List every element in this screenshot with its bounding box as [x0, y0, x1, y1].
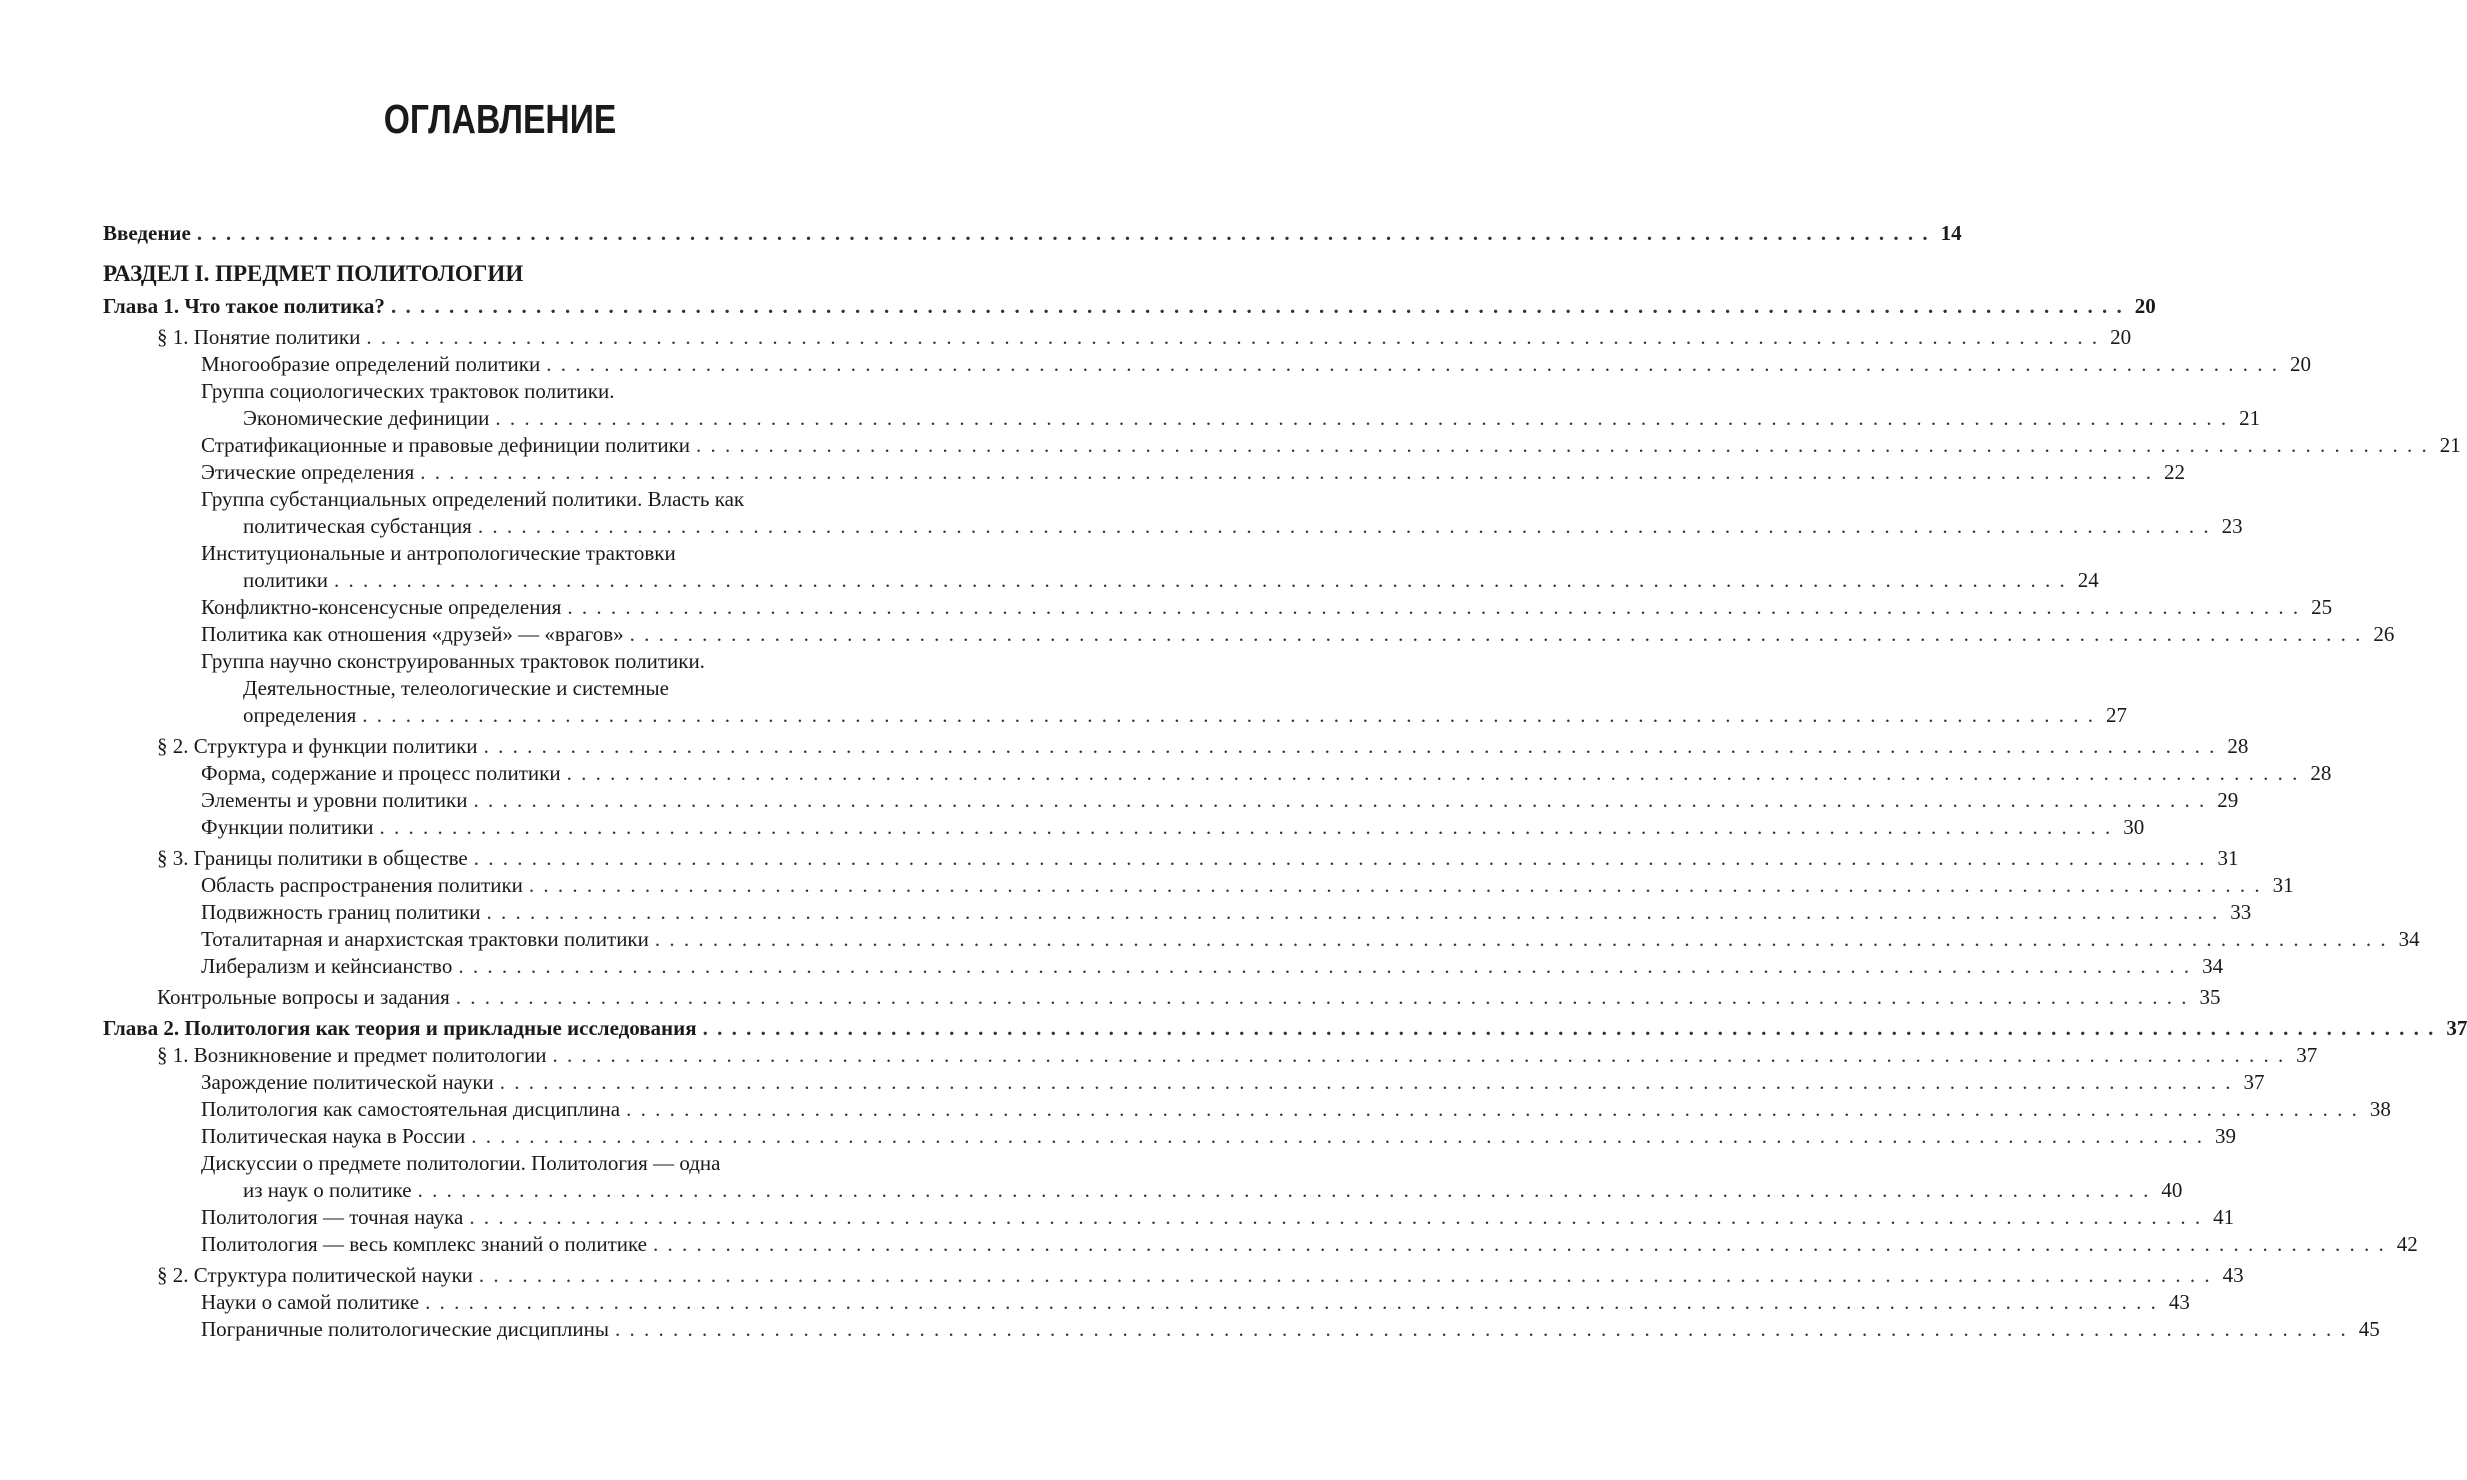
toc-entry-label: Элементы и уровни политики — [201, 788, 468, 812]
toc-subentry[interactable] — [103, 1096, 2391, 1123]
toc-entry-label: из наук о политике — [243, 1178, 412, 1202]
toc-subentry[interactable] — [103, 432, 2461, 459]
toc-entry-label: Область распространения политики — [201, 873, 523, 897]
toc-page-number: 38 — [2369, 1097, 2391, 1121]
toc-entry-label: Политология как самостоятельная дисциплина — [201, 1097, 621, 1121]
toc-entry-label: политики — [243, 568, 329, 592]
toc-subentry[interactable] — [103, 1069, 2265, 1096]
toc-entry-label: § 2. Структура политической науки — [157, 1263, 473, 1287]
toc-subentry[interactable] — [103, 702, 2127, 729]
toc-subentry[interactable] — [103, 621, 2395, 648]
toc-entry-label: Стратификационные и правовые дефиниции политики — [201, 433, 691, 457]
dot-leader: . . . . . . . . . . . . . . . . . . . . . . . . . . . . . . . . . . . . . . . . . . . . . . . . . . . . . . . . . . . . . . . . . . . . . . . . . . . . . . . . . . . . . . . . . . . . . . . . . . . . . . . . . . . . . . . . . . . . . . . . — [652, 1232, 2386, 1256]
toc-entry-label: Политология — весь комплекс знаний о политике — [201, 1232, 647, 1256]
dot-leader: . . . . . . . . . . . . . . . . . . . . . . . . . . . . . . . . . . . . . . . . . . . . . . . . . . . . . . . . . . . . . . . . . . . . . . . . . . . . . . . . . . . . . . . . . . . . . . . . . . . . . . . . . . . . . . . . . . . . . . . . — [379, 815, 2113, 839]
toc-page-number: 22 — [2164, 460, 2185, 484]
toc-page-number: 20 — [2134, 294, 2156, 318]
toc-entry-label: Этические определения — [201, 460, 415, 484]
dot-leader: . . . . . . . . . . . . . . . . . . . . . . . . . . . . . . . . . . . . . . . . . . . . . . . . . . . . . . . . . . . . . . . . . . . . . . . . . . . . . . . . . . . . . . . . . . . . . . . . . . . . . . . . . . . . . . . . . . . . . . . . — [471, 1124, 2205, 1148]
toc-entry-label: Глава 1. Что такое политика? — [103, 294, 385, 318]
toc-subentry[interactable] — [103, 459, 2185, 486]
toc-entry-label: § 1. Понятие политики — [157, 325, 361, 349]
dot-leader: . . . . . . . . . . . . . . . . . . . . . . . . . . . . . . . . . . . . . . . . . . . . . . . . . . . . . . . . . . . . . . . . . . . . . . . . . . . . . . . . . . . . . . . . . . . . . . . . . . . . . . . . . . . . . . . . . . . . . . . . — [196, 221, 1930, 245]
toc-entry-label: Глава 2. Политология как теория и прикладные исследования — [103, 1016, 697, 1040]
toc-paragraph[interactable] — [103, 324, 2132, 351]
toc-subentry[interactable] — [103, 1231, 2418, 1258]
toc-subentry[interactable] — [103, 351, 2311, 378]
toc-page-number: 43 — [2168, 1290, 2190, 1314]
toc-page-number: 45 — [2358, 1317, 2380, 1341]
dot-leader: . . . . . . . . . . . . . . . . . . . . . . . . . . . . . . . . . . . . . . . . . . . . . . . . . . . . . . . . . . . . . . . . . . . . . . . . . . . . . . . . . . . . . . . . . . . . . . . . . . . . . . . . . . . . . . . . . . . . . . . . — [458, 954, 2192, 978]
toc-subentry[interactable] — [103, 760, 2332, 787]
dot-leader: . . . . . . . . . . . . . . . . . . . . . . . . . . . . . . . . . . . . . . . . . . . . . . . . . . . . . . . . . . . . . . . . . . . . . . . . . . . . . . . . . . . . . . . . . . . . . . . . . . . . . . . . . . . . . . . . . . . . . . . . — [567, 595, 2301, 619]
dot-leader: . . . . . . . . . . . . . . . . . . . . . . . . . . . . . . . . . . . . . . . . . . . . . . . . . . . . . . . . . . . . . . . . . . . . . . . . . . . . . . . . . . . . . . . . . . . . . . . . . . . . . . . . . . . . . . . . . . . . . . . . — [629, 622, 2363, 646]
toc-subentry[interactable] — [103, 1177, 2183, 1204]
toc-subentry-line[interactable]: Дискуссии о предмете политологии. Политология — одна — [201, 1151, 721, 1175]
toc-entry-introduction[interactable] — [103, 220, 1962, 247]
dot-leader: . . . . . . . . . . . . . . . . . . . . . . . . . . . . . . . . . . . . . . . . . . . . . . . . . . . . . . . . . . . . . . . . . . . . . . . . . . . . . . . . . . . . . . . . . . . . . . . . . . . . . . . . . . . . . . . . . . . . . . . . — [566, 761, 2300, 785]
toc-subentry[interactable] — [103, 1316, 2380, 1343]
toc-entry-label: Функции политики — [201, 815, 374, 839]
toc-entry-label: Подвижность границ политики — [201, 900, 481, 924]
dot-leader: . . . . . . . . . . . . . . . . . . . . . . . . . . . . . . . . . . . . . . . . . . . . . . . . . . . . . . . . . . . . . . . . . . . . . . . . . . . . . . . . . . . . . . . . . . . . . . . . . . . . . . . . . . . . . . . . . . . . . . . . — [546, 352, 2279, 376]
toc-page-number: 33 — [2230, 900, 2252, 924]
toc-entry-label: определения — [243, 703, 357, 727]
dot-leader: . . . . . . . . . . . . . . . . . . . . . . . . . . . . . . . . . . . . . . . . . . . . . . . . . . . . . . . . . . . . . . . . . . . . . . . . . . . . . . . . . . . . . . . . . . . . . . . . . . . . . . . . . . . . . . . . . . . . . . . . — [528, 873, 2262, 897]
toc-paragraph[interactable] — [103, 845, 2239, 872]
toc-page-number: 14 — [1940, 221, 1962, 245]
toc-subentry[interactable] — [103, 567, 2099, 594]
table-of-contents — [103, 220, 2467, 1343]
toc-subentry[interactable] — [103, 787, 2239, 814]
dot-leader: . . . . . . . . . . . . . . . . . . . . . . . . . . . . . . . . . . . . . . . . . . . . . . . . . . . . . . . . . . . . . . . . . . . . . . . . . . . . . . . . . . . . . . . . . . . . . . . . . . . . . . . . . . . . . . . . . . . . . . . . — [495, 406, 2229, 430]
toc-entry-label: Политология — точная наука — [201, 1205, 464, 1229]
toc-entry-label: Тоталитарная и анархистская трактовки политики — [201, 927, 649, 951]
toc-subentry[interactable] — [103, 814, 2145, 841]
dot-leader: . . . . . . . . . . . . . . . . . . . . . . . . . . . . . . . . . . . . . . . . . . . . . . . . . . . . . . . . . . . . . . . . . . . . . . . . . . . . . . . . . . . . . . . . . . . . . . . . . . . . . . . . . . . . . . . . . . . . . . . . — [552, 1043, 2286, 1067]
toc-subentry-line[interactable]: Деятельностные, телеологические и системные — [243, 676, 669, 700]
toc-page-number: 29 — [2217, 788, 2239, 812]
toc-subentry[interactable] — [103, 1123, 2237, 1150]
toc-entry-label: § 2. Структура и функции политики — [157, 734, 478, 758]
toc-subentry-line[interactable]: Группа социологических трактовок политики. — [201, 379, 615, 403]
toc-page-number: 39 — [2215, 1124, 2237, 1148]
toc-page-number: 42 — [2396, 1232, 2418, 1256]
toc-subentry-line[interactable]: Институциональные и антропологические трактовки — [201, 541, 676, 565]
dot-leader: . . . . . . . . . . . . . . . . . . . . . . . . . . . . . . . . . . . . . . . . . . . . . . . . . . . . . . . . . . . . . . . . . . . . . . . . . . . . . . . . . . . . . . . . . . . . . . . . . . . . . . . . . . . . . . . . . . . . . . . . — [366, 325, 2100, 349]
toc-page-number: 23 — [2221, 514, 2243, 538]
toc-entry-label: Зарождение политической науки — [201, 1070, 494, 1094]
toc-page-number: 37 — [2243, 1070, 2265, 1094]
toc-entry-label: Введение — [103, 221, 191, 245]
toc-subentry-line[interactable]: Группа научно сконструированных трактовок политики. — [201, 649, 705, 673]
toc-page-number: 37 — [2446, 1016, 2467, 1040]
toc-entry-label: Либерализм и кейнсианство — [201, 954, 453, 978]
toc-paragraph[interactable] — [103, 1042, 2318, 1069]
dot-leader: . . . . . . . . . . . . . . . . . . . . . . . . . . . . . . . . . . . . . . . . . . . . . . . . . . . . . . . . . . . . . . . . . . . . . . . . . . . . . . . . . . . . . . . . . . . . . . . . . . . . . . . . . . . . . . . . . . . . . . . . — [478, 1263, 2212, 1287]
toc-page-number: 20 — [2289, 352, 2311, 376]
toc-page-number: 24 — [2077, 568, 2099, 592]
toc-page-number: 40 — [2161, 1178, 2183, 1202]
toc-entry-label: Форма, содержание и процесс политики — [201, 761, 561, 785]
toc-entry-label: Науки о самой политике — [201, 1290, 420, 1314]
dot-leader: . . . . . . . . . . . . . . . . . . . . . . . . . . . . . . . . . . . . . . . . . . . . . . . . . . . . . . . . . . . . . . . . . . . . . . . . . . . . . . . . . . . . . . . . . . . . . . . . . . . . . . . . . . . . . . . . . . . . . . . . — [455, 985, 2189, 1009]
toc-subentry[interactable] — [103, 899, 2252, 926]
toc-entry-label: политическая субстанция — [243, 514, 472, 538]
toc-page-number: 43 — [2222, 1263, 2244, 1287]
toc-entry-label: Контрольные вопросы и задания — [157, 985, 450, 1009]
toc-page-number: 28 — [2227, 734, 2249, 758]
dot-leader: . . . . . . . . . . . . . . . . . . . . . . . . . . . . . . . . . . . . . . . . . . . . . . . . . . . . . . . . . . . . . . . . . . . . . . . . . . . . . . . . . . . . . . . . . . . . . . . . . . . . . . . . . . . . . . . . . . . . . . . . — [614, 1317, 2348, 1341]
dot-leader: . . . . . . . . . . . . . . . . . . . . . . . . . . . . . . . . . . . . . . . . . . . . . . . . . . . . . . . . . . . . . . . . . . . . . . . . . . . . . . . . . . . . . . . . . . . . . . . . . . . . . . . . . . . . . . . . . . . . . . . . — [626, 1097, 2359, 1121]
toc-subentry-line[interactable]: Группа субстанциальных определений политики. Власть как — [201, 487, 745, 511]
toc-entry-label: Конфликтно-консенсусные определения — [201, 595, 562, 619]
toc-page-number: 35 — [2199, 985, 2221, 1009]
toc-page-number: 21 — [2439, 433, 2461, 457]
dot-leader: . . . . . . . . . . . . . . . . . . . . . . . . . . . . . . . . . . . . . . . . . . . . . . . . . . . . . . . . . . . . . . . . . . . . . . . . . . . . . . . . . . . . . . . . . . . . . . . . . . . . . . . . . . . . . . . . . . . . . . . . — [486, 900, 2220, 924]
toc-subentry[interactable] — [103, 926, 2420, 953]
dot-leader: . . . . . . . . . . . . . . . . . . . . . . . . . . . . . . . . . . . . . . . . . . . . . . . . . . . . . . . . . . . . . . . . . . . . . . . . . . . . . . . . . . . . . . . . . . . . . . . . . . . . . . . . . . . . . . . . . . . . . . . . — [477, 514, 2211, 538]
dot-leader: . . . . . . . . . . . . . . . . . . . . . . . . . . . . . . . . . . . . . . . . . . . . . . . . . . . . . . . . . . . . . . . . . . . . . . . . . . . . . . . . . . . . . . . . . . . . . . . . . . . . . . . . . . . . . . . . . . . . . . . . — [483, 734, 2217, 758]
toc-entry-label: § 1. Возникновение и предмет политологии — [157, 1043, 547, 1067]
toc-page-number: 28 — [2310, 761, 2332, 785]
toc-subentry[interactable] — [103, 872, 2294, 899]
section-heading: РАЗДЕЛ I. ПРЕДМЕТ ПОЛИТОЛОГИИ — [103, 261, 524, 286]
toc-questions[interactable] — [103, 984, 2221, 1011]
toc-page-number: 34 — [2202, 954, 2224, 978]
toc-page-number: 21 — [2239, 406, 2261, 430]
dot-leader: . . . . . . . . . . . . . . . . . . . . . . . . . . . . . . . . . . . . . . . . . . . . . . . . . . . . . . . . . . . . . . . . . . . . . . . . . . . . . . . . . . . . . . . . . . . . . . . . . . . . . . . . . . . . . . . . . . . . . . . . — [420, 460, 2153, 484]
toc-subentry[interactable] — [103, 405, 2261, 432]
toc-entry-label: Пограничные политологические дисциплины — [201, 1317, 609, 1341]
toc-paragraph[interactable] — [103, 1262, 2244, 1289]
dot-leader: . . . . . . . . . . . . . . . . . . . . . . . . . . . . . . . . . . . . . . . . . . . . . . . . . . . . . . . . . . . . . . . . . . . . . . . . . . . . . . . . . . . . . . . . . . . . . . . . . . . . . . . . . . . . . . . . . . . . . . . . — [473, 846, 2207, 870]
toc-entry-label: Политическая наука в России — [201, 1124, 466, 1148]
toc-subentry[interactable] — [103, 1289, 2190, 1316]
toc-entry-label: § 3. Границы политики в обществе — [157, 846, 468, 870]
dot-leader: . . . . . . . . . . . . . . . . . . . . . . . . . . . . . . . . . . . . . . . . . . . . . . . . . . . . . . . . . . . . . . . . . . . . . . . . . . . . . . . . . . . . . . . . . . . . . . . . . . . . . . . . . . . . . . . . . . . . . . . . — [654, 927, 2388, 951]
dot-leader: . . . . . . . . . . . . . . . . . . . . . . . . . . . . . . . . . . . . . . . . . . . . . . . . . . . . . . . . . . . . . . . . . . . . . . . . . . . . . . . . . . . . . . . . . . . . . . . . . . . . . . . . . . . . . . . . . . . . . . . . — [362, 703, 2095, 727]
toc-paragraph[interactable] — [103, 733, 2249, 760]
dot-leader: . . . . . . . . . . . . . . . . . . . . . . . . . . . . . . . . . . . . . . . . . . . . . . . . . . . . . . . . . . . . . . . . . . . . . . . . . . . . . . . . . . . . . . . . . . . . . . . . . . . . . . . . . . . . . . . . . . . . . . . . — [469, 1205, 2203, 1229]
toc-page-number: 30 — [2123, 815, 2145, 839]
dot-leader: . . . . . . . . . . . . . . . . . . . . . . . . . . . . . . . . . . . . . . . . . . . . . . . . . . . . . . . . . . . . . . . . . . . . . . . . . . . . . . . . . . . . . . . . . . . . . . . . . . . . . . . . . . . . . . . . . . . . . . . . — [390, 294, 2124, 318]
page-title: ОГЛАВЛЕНИЕ — [383, 96, 617, 142]
toc-entry-label: Политика как отношения «друзей» — «врагов» — [201, 622, 624, 646]
toc-page-number: 34 — [2398, 927, 2420, 951]
toc-subentry[interactable] — [103, 953, 2224, 980]
toc-entry-label: Экономические дефиниции — [243, 406, 490, 430]
dot-leader: . . . . . . . . . . . . . . . . . . . . . . . . . . . . . . . . . . . . . . . . . . . . . . . . . . . . . . . . . . . . . . . . . . . . . . . . . . . . . . . . . . . . . . . . . . . . . . . . . . . . . . . . . . . . . . . . . . . . . . . . — [417, 1178, 2151, 1202]
toc-subentry[interactable] — [103, 513, 2243, 540]
toc-page-number: 25 — [2311, 595, 2333, 619]
toc-page-number: 20 — [2110, 325, 2132, 349]
dot-leader: . . . . . . . . . . . . . . . . . . . . . . . . . . . . . . . . . . . . . . . . . . . . . . . . . . . . . . . . . . . . . . . . . . . . . . . . . . . . . . . . . . . . . . . . . . . . . . . . . . . . . . . . . . . . . . . . . . . . . . . . — [696, 433, 2429, 457]
toc-page-number: 26 — [2373, 622, 2395, 646]
toc-page-number: 37 — [2296, 1043, 2318, 1067]
toc-chapter-1[interactable] — [103, 293, 2156, 320]
toc-entry-label: Многообразие определений политики — [201, 352, 541, 376]
dot-leader: . . . . . . . . . . . . . . . . . . . . . . . . . . . . . . . . . . . . . . . . . . . . . . . . . . . . . . . . . . . . . . . . . . . . . . . . . . . . . . . . . . . . . . . . . . . . . . . . . . . . . . . . . . . . . . . . . . . . . . . . — [473, 788, 2207, 812]
toc-page-number: 41 — [2213, 1205, 2235, 1229]
dot-leader: . . . . . . . . . . . . . . . . . . . . . . . . . . . . . . . . . . . . . . . . . . . . . . . . . . . . . . . . . . . . . . . . . . . . . . . . . . . . . . . . . . . . . . . . . . . . . . . . . . . . . . . . . . . . . . . . . . . . . . . . — [425, 1290, 2158, 1314]
toc-page-number: 27 — [2105, 703, 2127, 727]
toc-subentry[interactable] — [103, 594, 2333, 621]
toc-page-number: 31 — [2272, 873, 2294, 897]
toc-subentry[interactable] — [103, 1204, 2235, 1231]
dot-leader: . . . . . . . . . . . . . . . . . . . . . . . . . . . . . . . . . . . . . . . . . . . . . . . . . . . . . . . . . . . . . . . . . . . . . . . . . . . . . . . . . . . . . . . . . . . . . . . . . . . . . . . . . . . . . . . . . . . . . . . . — [334, 568, 2067, 592]
dot-leader: . . . . . . . . . . . . . . . . . . . . . . . . . . . . . . . . . . . . . . . . . . . . . . . . . . . . . . . . . . . . . . . . . . . . . . . . . . . . . . . . . . . . . . . . . . . . . . . . . . . . . . . . . . . . . . . . . . . . . . . . — [499, 1070, 2233, 1094]
toc-chapter-2[interactable] — [103, 1015, 2467, 1042]
dot-leader: . . . . . . . . . . . . . . . . . . . . . . . . . . . . . . . . . . . . . . . . . . . . . . . . . . . . . . . . . . . . . . . . . . . . . . . . . . . . . . . . . . . . . . . . . . . . . . . . . . . . . . . . . . . . . . . . . . . . . . . . — [702, 1016, 2436, 1040]
toc-page-number: 31 — [2217, 846, 2239, 870]
